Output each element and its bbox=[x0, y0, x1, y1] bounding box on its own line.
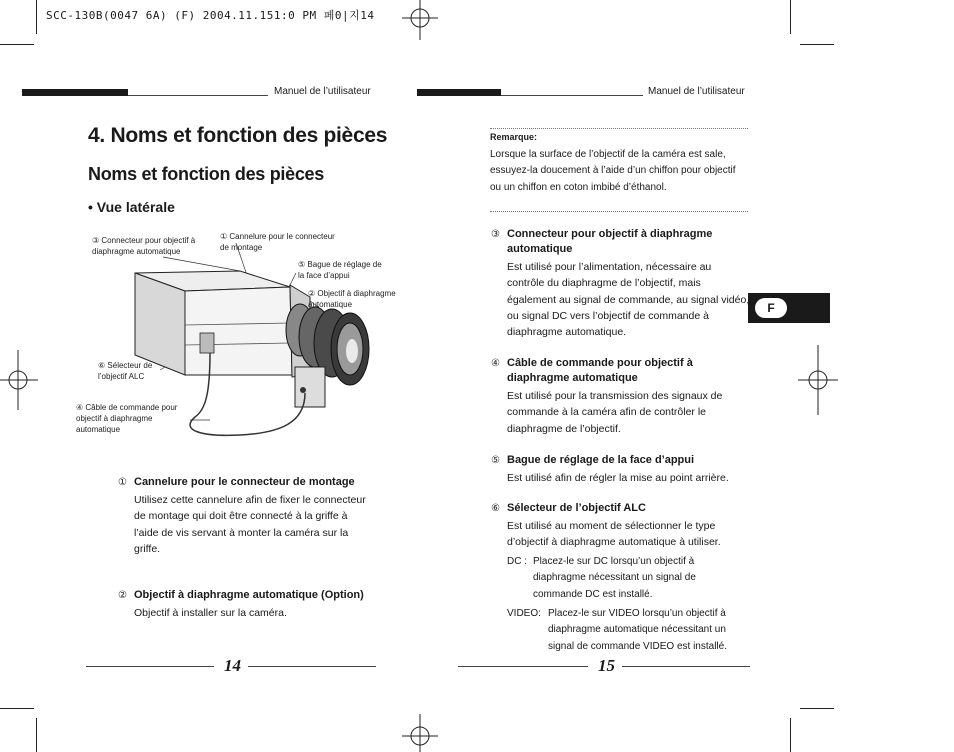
list-item bbox=[118, 588, 372, 621]
footer-rule bbox=[458, 666, 588, 667]
print-slug: SCC-130B(0047 6A) (F) 2004.11.151:0 PM 페0|지14 bbox=[46, 9, 375, 22]
remark-title: Remarque: bbox=[490, 132, 538, 142]
remark-top-rule bbox=[490, 128, 748, 129]
callout-5 bbox=[298, 259, 383, 281]
callout-6 bbox=[98, 360, 166, 382]
item-body: Est utilisé pour la transmission des signaux de commande à la caméra afin de contrôler le diaphragme de l’objectif. bbox=[507, 390, 723, 435]
header-bar bbox=[22, 89, 128, 96]
callout-text: Câble de commande pour objectif à diaphragme automatique bbox=[76, 403, 178, 434]
option-label: DC : bbox=[507, 556, 527, 567]
page-header: Manuel de l’utilisateur bbox=[274, 86, 371, 97]
item-body: Est utilisé au moment de sélectionner le type d’objectif à diaphragme automatique à utiliser. bbox=[507, 520, 721, 549]
item-body: Est utilisé pour l’alimentation, nécessaire au contrôle du diaphragme de l’objectif, mais également au signal de commande, au signal vidéo, ou signal DC vers l’objectif de commande à diaphragme automatique. bbox=[507, 261, 750, 339]
crop-mark bbox=[36, 0, 37, 34]
callout-text: Connecteur pour objectif à diaphragme automatique bbox=[92, 236, 196, 256]
item-number: ⑤ bbox=[491, 455, 500, 466]
header-bar bbox=[417, 89, 501, 96]
crop-mark bbox=[790, 718, 791, 752]
page-number: 15 bbox=[598, 656, 615, 675]
option-label: VIDEO: bbox=[507, 608, 541, 619]
page-header: Manuel de l’utilisateur bbox=[648, 86, 745, 97]
callout-number: ⑥ bbox=[98, 361, 106, 370]
item-number: ① bbox=[118, 477, 127, 488]
crop-mark bbox=[0, 44, 34, 45]
callout-2 bbox=[308, 288, 406, 310]
item-body: Utilisez cette cannelure afin de fixer le connecteur de montage qui doit être connecté à la griffe à l’aide de vis servant à monter la caméra sur la griffe. bbox=[134, 494, 366, 555]
view-heading: • Vue latérale bbox=[88, 199, 175, 215]
item-title: Objectif à diaphragme automatique (Option) bbox=[134, 589, 364, 601]
list-item bbox=[491, 453, 750, 486]
item-title: Sélecteur de l’objectif ALC bbox=[507, 502, 646, 514]
list-item bbox=[491, 227, 750, 340]
remark-body: Lorsque la surface de l’objectif de la caméra est sale, essuyez-la doucement à l’aide d’un chiffon pour objectif ou un chiffon en coton imbibé d’éthanol. bbox=[490, 149, 736, 193]
item-title: Bague de réglage de la face d’appui bbox=[507, 454, 695, 466]
crop-mark bbox=[36, 718, 37, 752]
list-item bbox=[118, 475, 372, 557]
item-number: ⑥ bbox=[491, 503, 500, 514]
item-title: Cannelure pour le connecteur de montage bbox=[134, 476, 355, 488]
list-item bbox=[491, 501, 750, 551]
callout-number: ⑤ bbox=[298, 260, 306, 269]
item-title: Connecteur pour objectif à diaphragme automatique bbox=[507, 228, 713, 255]
section-tab-label: F bbox=[755, 298, 787, 318]
option-text: Placez-le sur DC lorsqu’un objectif à diaphragme nécessitant un signal de commande DC est installé. bbox=[533, 556, 696, 600]
callout-text: Objectif à diaphragme automatique bbox=[308, 289, 396, 309]
section-title: Noms et fonction des pièces bbox=[88, 164, 324, 184]
registration-mark bbox=[400, 714, 440, 752]
item-body: Est utilisé afin de régler la mise au point arrière. bbox=[507, 472, 729, 484]
item-title: Câble de commande pour objectif à diaphragme automatique bbox=[507, 357, 693, 384]
registration-mark bbox=[0, 350, 40, 410]
list-item bbox=[491, 356, 750, 437]
header-rule bbox=[501, 95, 643, 96]
page-title: 4. Noms et fonction des pièces bbox=[88, 124, 388, 147]
crop-mark bbox=[800, 44, 834, 45]
callout-text: Cannelure pour le connecteur de montage bbox=[220, 232, 335, 252]
callout-text: Sélecteur de l’objectif ALC bbox=[98, 361, 153, 381]
callout-text: Bague de réglage de la face d’appui bbox=[298, 260, 382, 280]
header-rule bbox=[128, 95, 268, 96]
crop-mark bbox=[790, 0, 791, 34]
callout-3 bbox=[92, 235, 212, 257]
footer-rule bbox=[248, 666, 376, 667]
crop-mark bbox=[800, 708, 834, 709]
registration-mark bbox=[798, 345, 838, 415]
footer-rule bbox=[86, 666, 214, 667]
crop-mark bbox=[0, 708, 34, 709]
item-body: Objectif à installer sur la caméra. bbox=[134, 607, 287, 619]
callout-number: ③ bbox=[92, 236, 100, 245]
option-text: Placez-le sur VIDEO lorsqu’un objectif à diaphragme automatique nécessitant un signal de commande VIDEO est installé. bbox=[548, 608, 727, 652]
remark-bottom-rule bbox=[490, 211, 748, 212]
page-number: 14 bbox=[224, 656, 241, 675]
callout-1 bbox=[220, 231, 345, 253]
item-number: ② bbox=[118, 590, 127, 601]
registration-mark bbox=[400, 0, 440, 40]
callout-number: ① bbox=[220, 232, 228, 241]
footer-rule bbox=[622, 666, 750, 667]
callout-4 bbox=[76, 402, 188, 435]
option-dc bbox=[507, 554, 747, 603]
option-video bbox=[507, 606, 749, 655]
item-number: ③ bbox=[491, 229, 500, 240]
callout-number: ② bbox=[308, 289, 316, 298]
callout-number: ④ bbox=[76, 403, 84, 412]
item-number: ④ bbox=[491, 358, 500, 369]
